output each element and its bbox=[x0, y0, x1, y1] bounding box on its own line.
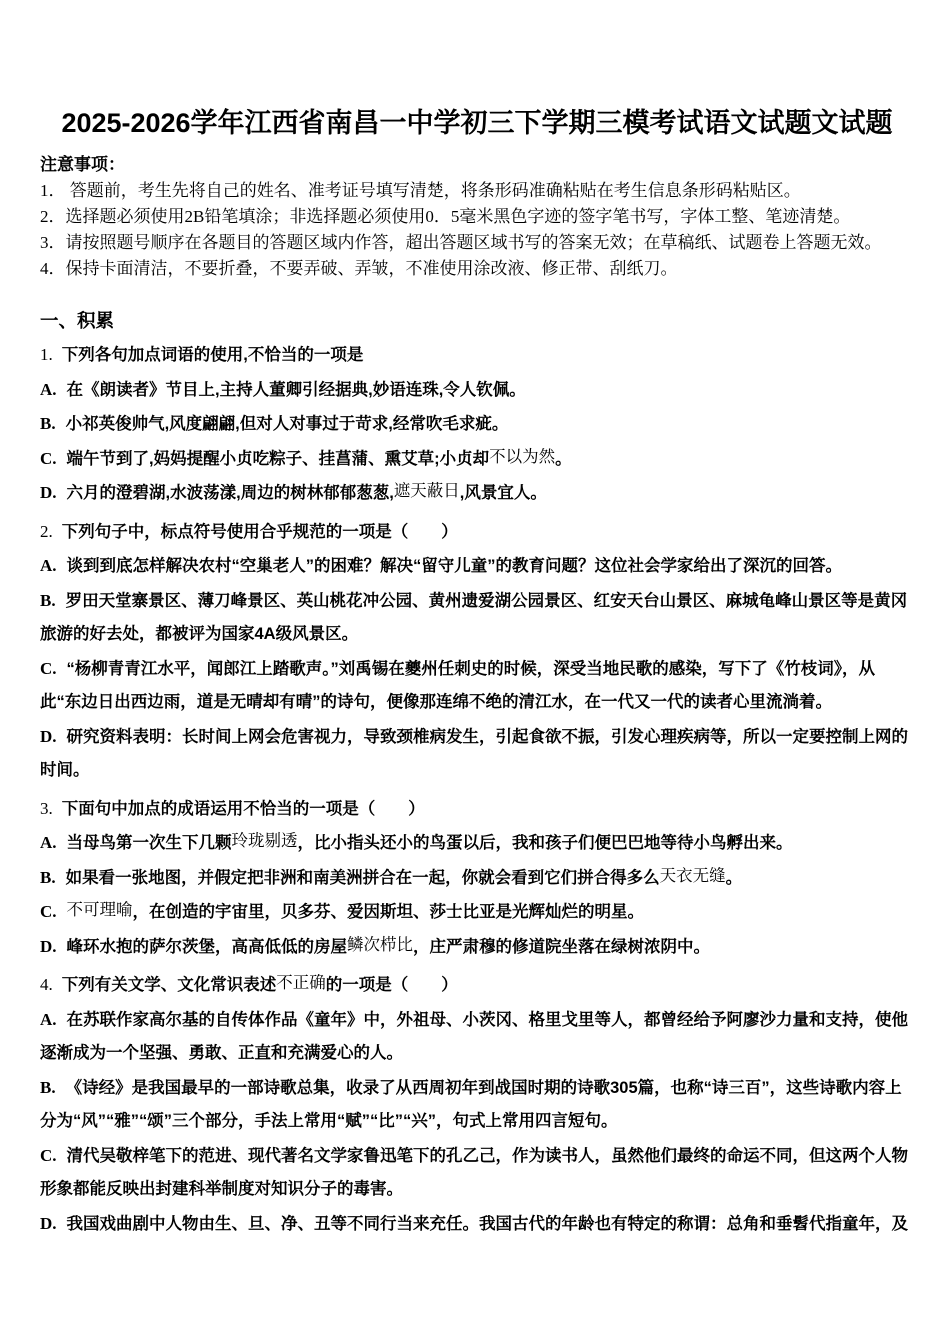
notice-item-4: 4．保持卡面清洁，不要折叠，不要弄破、弄皱，不准使用涂改液、修正带、刮纸刀。 bbox=[40, 259, 678, 278]
question-1-option-B bbox=[40, 407, 914, 442]
question-number: 4. bbox=[40, 975, 53, 994]
notice-section bbox=[40, 152, 914, 282]
question-1-stem bbox=[40, 338, 914, 373]
question-1-option-D bbox=[40, 476, 914, 511]
emphasized-word: 不正确 bbox=[276, 973, 326, 992]
option-label: C. bbox=[40, 902, 57, 921]
question-3-option-B bbox=[40, 861, 914, 896]
text-run: 罗田天堂寨景区、薄刀峰景区、英山桃花冲公园、黄州遗爱湖公园景区、红安天台山景区、麻城龟峰山景区等是黄冈旅游的好去处，都被评为国家4A级风景区。 bbox=[40, 591, 908, 643]
option-label: B. bbox=[40, 867, 56, 887]
question-2-stem bbox=[40, 515, 914, 550]
question-number: 2. bbox=[40, 521, 53, 541]
question-4-option-B bbox=[40, 1071, 914, 1139]
text-run: 我国戏曲剧中人物由生、旦、净、丑等不同行当来充任。我国古代的年龄也有特定的称谓：总角和垂髫代指童年，及 bbox=[66, 1214, 909, 1233]
question-2-option-C bbox=[40, 652, 914, 720]
option-label: A. bbox=[40, 556, 57, 575]
option-label: A. bbox=[40, 379, 57, 399]
question-2-option-B bbox=[40, 584, 914, 652]
option-label: D. bbox=[40, 483, 57, 502]
emphasized-word: 不可理喻 bbox=[66, 900, 133, 919]
text-run: 峰环水抱的萨尔茨堡，高高低低的房屋 bbox=[66, 937, 348, 956]
text-run: 下面句中加点的成语运用不恰当的一项是（ ） bbox=[61, 799, 425, 818]
question-number: 1. bbox=[40, 345, 53, 364]
question-2-option-D bbox=[40, 720, 914, 788]
text-run: 。 bbox=[555, 449, 572, 468]
emphasized-word: 玲珑剔透 bbox=[231, 831, 298, 850]
notice-heading: 注意事项： bbox=[40, 155, 125, 174]
question-3-stem bbox=[40, 792, 914, 827]
question-4-option-D bbox=[40, 1207, 914, 1242]
question-2-option-A bbox=[40, 549, 914, 584]
option-label: B. bbox=[40, 590, 56, 610]
question-4-option-C bbox=[40, 1139, 914, 1207]
text-run: 研究资料表明：长时间上网会危害视力，导致颈椎病发生，引起食欲不振，引发心理疾病等，所以一定要控制上网的时间。 bbox=[40, 727, 909, 779]
emphasized-word: 天衣无缝 bbox=[659, 865, 726, 885]
text-run: ，庄严肃穆的修道院坐落在绿树浓阴中。 bbox=[413, 937, 711, 956]
question-4-stem bbox=[40, 968, 914, 1003]
text-run: 小祁英俊帅气,风度翩翩,但对人对事过于苛求,经常吹毛求疵。 bbox=[65, 415, 509, 433]
text-run: 清代吴敬梓笔下的范进、现代著名文学家鲁迅笔下的孔乙己，作为读书人，虽然他们最终的命运不同，但这两个人物形象都能反映出封建科举制度对知识分子的毒害。 bbox=[40, 1146, 909, 1198]
option-label: B. bbox=[40, 414, 56, 433]
question-1-option-C bbox=[40, 442, 914, 477]
notice-item-3: 3．请按照题号顺序在各题目的答题区域内作答，超出答题区域书写的答案无效；在草稿纸、试题卷上答题无效。 bbox=[40, 233, 882, 252]
text-run: 《诗经》是我国最早的一部诗歌总集，收录了从西周初年到战国时期的诗歌305篇，也称“诗三百”，这些诗歌内容上分为“风”“雅”“颂”三个部分，手法上常用“赋”“比”“兴”，句式上常用四言短句。 bbox=[40, 1078, 902, 1130]
option-label: D. bbox=[40, 1213, 57, 1233]
text-run: ,风景宜人。 bbox=[459, 484, 547, 502]
option-label: B. bbox=[40, 1077, 56, 1097]
text-run: 六月的澄碧湖,水波荡漾,周边的树林郁郁葱葱, bbox=[66, 484, 394, 502]
page-title: 2025-2026学年江西省南昌一中学初三下学期三模考试语文试题文试题 bbox=[61, 108, 893, 138]
option-label: C. bbox=[40, 448, 57, 468]
text-run: ，在创造的宇宙里，贝多芬、爱因斯坦、莎士比亚是光辉灿烂的明星。 bbox=[132, 903, 645, 921]
question-4-option-A bbox=[40, 1003, 914, 1071]
section-heading: 一、积累 bbox=[40, 310, 115, 331]
option-label: C. bbox=[40, 1145, 57, 1165]
text-run: “杨柳青青江水平，闻郎江上踏歌声。”刘禹锡在夔州任刺史的时候，深受当地民歌的感染，写下了《竹枝词》，从此“东边日出西边雨，道是无晴却有晴”的诗句，便像那连绵不绝的清江水，在一代又一代的读者心里流淌着。 bbox=[40, 659, 876, 711]
text-run: 。 bbox=[725, 868, 743, 887]
notice-item-2: 2．选择题必须使用2B铅笔填涂；非选择题必须使用0．5毫米黑色字迹的签字笔书写，字体工整、笔迹清楚。 bbox=[40, 207, 851, 226]
questions-list bbox=[40, 338, 914, 1241]
text-run: 当母鸟第一次生下几颗 bbox=[66, 834, 232, 852]
question-3-option-C bbox=[40, 895, 914, 930]
option-label: C. bbox=[40, 658, 57, 678]
emphasized-word: 遮天蔽日 bbox=[393, 481, 460, 500]
notice-item-1: 1． 答题前，考生先将自己的姓名、准考证号填写清楚，将条形码准确粘贴在考生信息条形码粘贴区。 bbox=[40, 181, 801, 200]
text-run: 下列有关文学、文化常识表述 bbox=[61, 976, 277, 994]
option-label: D. bbox=[40, 936, 57, 956]
emphasized-word: 不以为然 bbox=[489, 446, 556, 466]
text-run: 在苏联作家高尔基的自传体作品《童年》中，外祖母、小茨冈、格里戈里等人，都曾经给予阿廖沙力量和支持，使他逐渐成为一个坚强、勇敢、正直和充满爱心的人。 bbox=[40, 1010, 909, 1062]
text-run: 的一项是（ ） bbox=[325, 976, 458, 994]
emphasized-word: 鳞次栉比 bbox=[347, 934, 414, 954]
text-run: 如果看一张地图，并假定把非洲和南美洲拼合在一起，你就会看到它们拼合得多么 bbox=[65, 868, 660, 887]
option-label: A. bbox=[40, 1009, 57, 1029]
text-run: 端午节到了,妈妈提醒小贞吃粽子、挂菖蒲、熏艾草;小贞却 bbox=[66, 449, 490, 468]
text-run: 谈到到底怎样解决农村“空巢老人”的困难？解决“留守儿童”的教育问题？这位社会学家给出了深沉的回答。 bbox=[66, 557, 843, 575]
option-label: D. bbox=[40, 726, 57, 746]
text-run: ，比小指头还小的鸟蛋以后，我和孩子们便巴巴地等待小鸟孵出来。 bbox=[297, 834, 793, 852]
text-run: 下列句子中，标点符号使用合乎规范的一项是（ ） bbox=[61, 522, 458, 541]
text-run: 下列各句加点词语的使用,不恰当的一项是 bbox=[61, 346, 364, 364]
option-label: A. bbox=[40, 833, 57, 852]
question-1-option-A bbox=[40, 373, 914, 408]
text-run: 在《朗读者》节目上,主持人董卿引经据典,妙语连珠,令人钦佩。 bbox=[66, 380, 526, 399]
question-3-option-D bbox=[40, 930, 914, 965]
question-number: 3. bbox=[40, 798, 53, 818]
question-3-option-A bbox=[40, 826, 914, 861]
